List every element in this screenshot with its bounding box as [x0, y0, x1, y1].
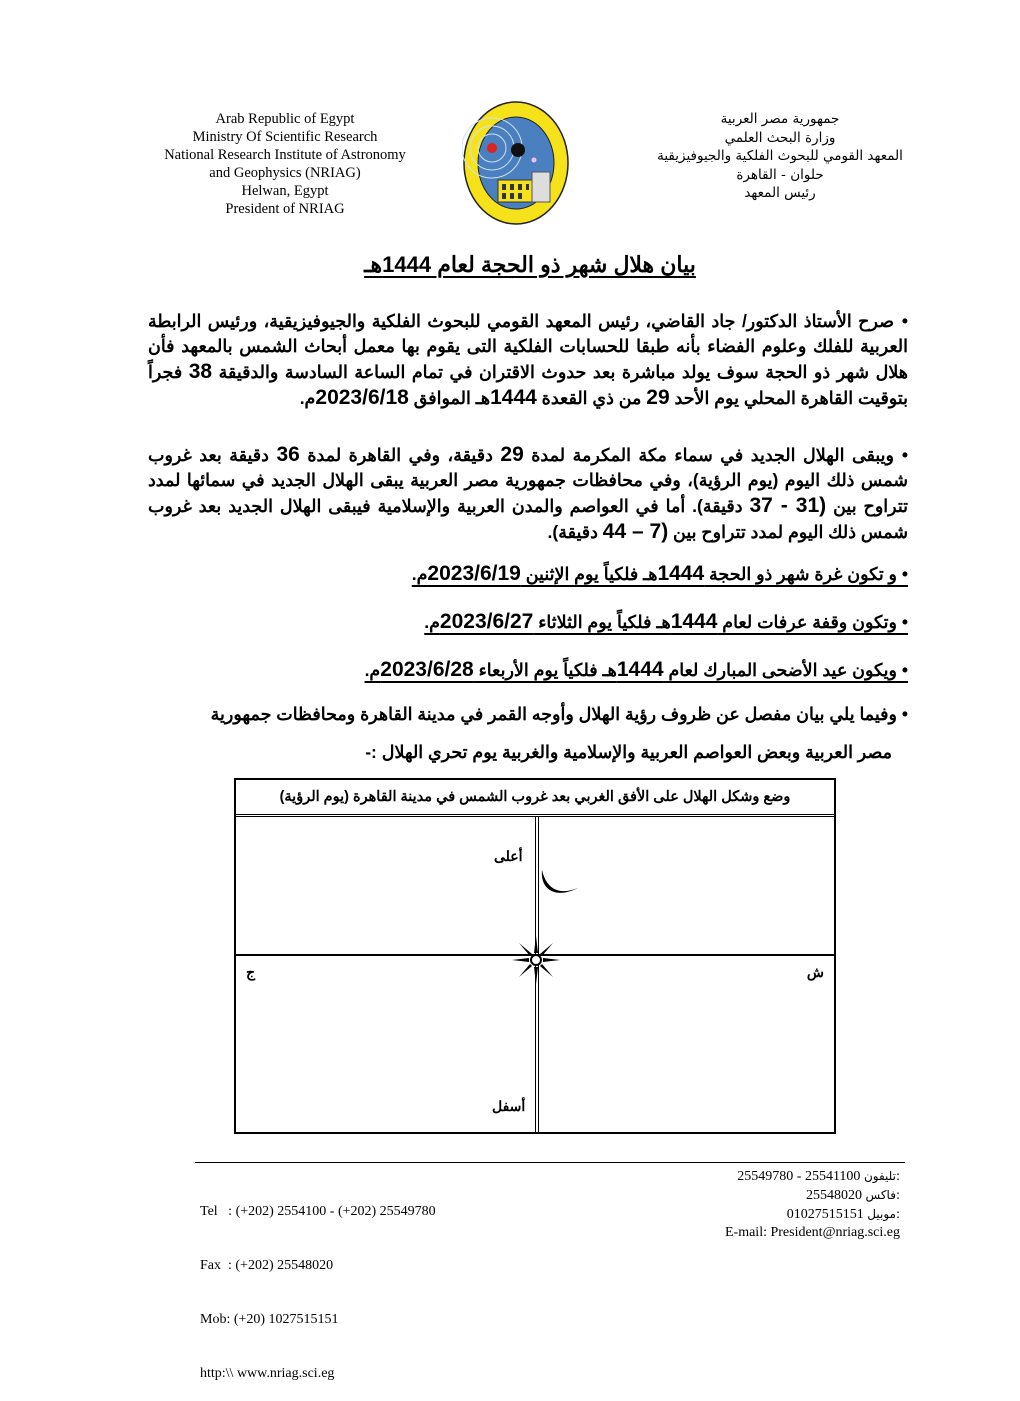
footer-phone-ar: 25549780 - 25541100 تليفون: [737, 1169, 900, 1184]
header-line: Ministry Of Scientific Research [192, 129, 378, 145]
diagram-title: وضع وشكل الهلال على الأفق الغربي بعد غروب الشمس في مدينة القاهرة (يوم الرؤية) [236, 780, 834, 817]
footer-fax: Fax : (+202) 25548020 [200, 1258, 334, 1273]
nriag-logo-icon [462, 100, 570, 226]
header-line: National Research Institute of Astronomy [164, 147, 406, 163]
header-line: and Geophysics (NRIAG) [209, 165, 361, 181]
crescent-moon-icon [538, 866, 582, 906]
label-bottom: أسفل [492, 1098, 526, 1114]
sun-icon [512, 936, 560, 984]
header-line: Arab Republic of Egypt [215, 111, 355, 127]
announcement-first-day: • و تكون غرة شهر ذو الحجة 1444هـ فلكياً يوم الإثنين 2023/6/19م. [411, 562, 908, 585]
arabic-header [630, 110, 930, 203]
english-header [130, 110, 440, 218]
label-south: ج [246, 964, 256, 980]
bullet-icon: • [901, 311, 908, 331]
bullet-icon: • [897, 564, 908, 584]
header-line: المعهد القومي للبحوث الفلكية والجيوفيزيقية [657, 148, 903, 164]
announcement-eid: • ويكون عيد الأضحى المبارك لعام 1444هـ فلكياً يوم الأربعاء 2023/6/28م. [364, 658, 908, 681]
footer-divider [195, 1162, 905, 1163]
crescent-position-diagram [234, 778, 836, 1134]
paragraph-conjunction: •صرح الأستاذ الدكتور/ جاد القاضي، رئيس المعهد القومي للبحوث الفلكية والجيوفيزيقية، ورئيس الرابطة العربية للفلك وعلوم الفضاء بأنه طبقا للحسابات الفلكية التى يقوم بها معمل أبحاث الشمس بالمعهد فأن هلال شهر ذو الحجة سوف يولد مباشرة بعد حدوث الاقتران في تمام الساعة السادسة والدقيقة 38 فجراً بتوقيت القاهرة المحلي يوم الأحد 29 من ذي القعدة 1444هـ الموافق 2023/6/18م. [148, 311, 909, 409]
footer-website-link[interactable]: http:\\ www.nriag.sci.eg [200, 1366, 335, 1381]
header-line: وزارة البحث العلمي [724, 129, 836, 146]
footer-contact-arabic [600, 1167, 900, 1242]
bullet-icon: • [901, 445, 908, 465]
bullet-icon: • [897, 660, 908, 680]
label-north: ش [806, 964, 824, 980]
footer-email-link[interactable]: E-mail: President@nriag.sci.eg [724, 1225, 900, 1240]
footer-phone: Tel : (+202) 2554100 - (+202) 25549780 [200, 1204, 436, 1219]
announcement-arafat: • وتكون وقفة عرفات لعام 1444هـ فلكياً يوم الثلاثاء 2023/6/27م. [424, 610, 908, 633]
footer-mobile: Mob: (+20) 1027515151 [200, 1312, 339, 1327]
details-intro-line-2: مصر العربية وبعض العواصم العربية والإسلامية والغربية يوم تحري الهلال :- [365, 742, 892, 762]
bullet-icon: • [897, 704, 908, 724]
footer-contact-english [200, 1167, 500, 1401]
paragraph-visibility: •ويبقى الهلال الجديد في سماء مكة المكرمة لمدة 29 دقيقة، وفي القاهرة لمدة 36 دقيقة بعد غروب شمس ذلك اليوم (يوم الرؤية)، وفي محافظات جمهورية مصر العربية يبقى الهلال الجديد في سمائها لمدد تتراوح بين (31 - 37 دقيقة). أما في العواصم والمدن العربية والإسلامية فيبقى الهلال الجديد بعد غروب شمس ذلك اليوم لمدد تتراوح بين (7 – 44 دقيقة). [148, 443, 908, 543]
header-line: Helwan, Egypt [241, 183, 329, 199]
details-intro-line-1: • وفيما يلي بيان مفصل عن ظروف رؤية الهلال وأوجه القمر في مدينة القاهرة ومحافظات جمهورية [210, 704, 908, 724]
footer-mobile-ar: 01027515151 موبيل: [786, 1207, 900, 1222]
bullet-icon: • [897, 612, 908, 632]
footer-fax-ar: 25548020 فاكس: [806, 1188, 900, 1203]
header-line: جمهورية مصر العربية [720, 111, 840, 127]
page-title: بيان هلال شهر ذو الحجة لعام 1444هـ [364, 252, 696, 277]
label-top: أعلى [494, 848, 523, 864]
header-line: President of NRIAG [225, 201, 345, 217]
header-line: حلوان - القاهرة [736, 166, 824, 183]
header-line: رئيس المعهد [744, 185, 816, 201]
